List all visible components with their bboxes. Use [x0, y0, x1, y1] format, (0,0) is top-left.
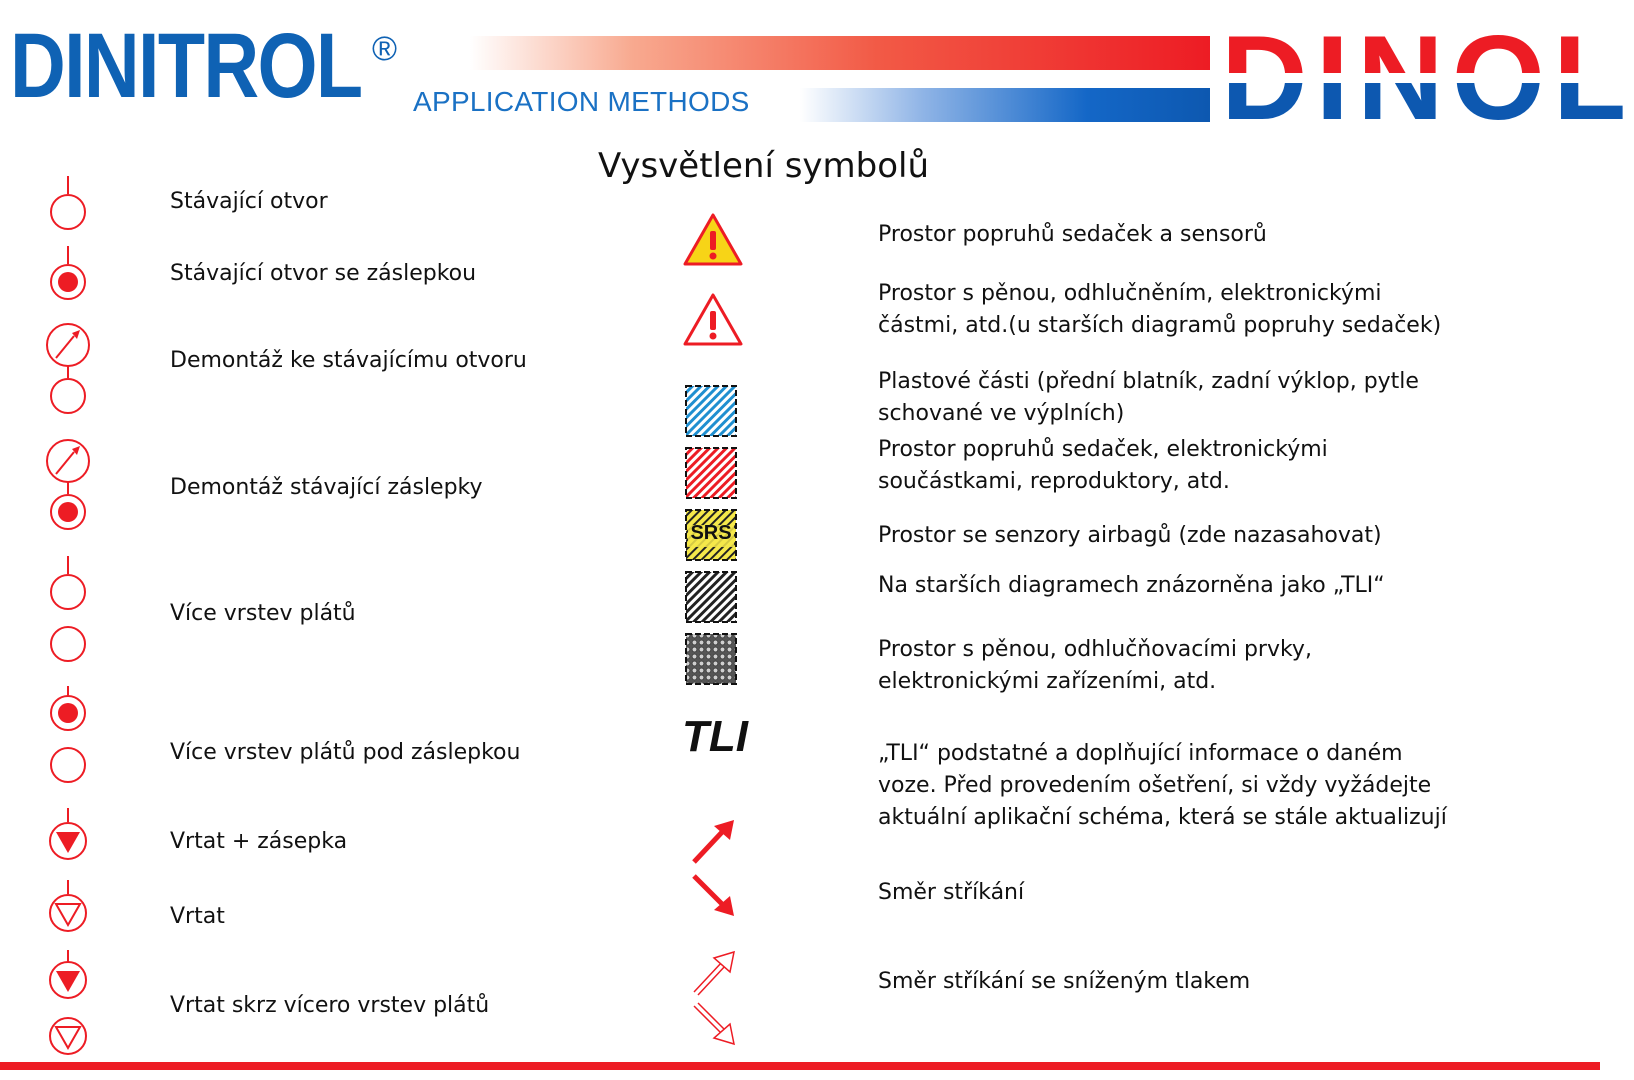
dismantle-to-hole-icon [44, 322, 92, 422]
label-line: Směr stříkání [878, 880, 1025, 905]
existing-hole-icon [46, 176, 90, 232]
dismantle-plug-icon [44, 438, 92, 538]
application-methods-subtitle: APPLICATION METHODS [413, 86, 750, 117]
left-label-drill: Vrtat [170, 904, 225, 929]
left-label-dismantle-plug: Demontáž stávající záslepky [170, 475, 483, 500]
existing-hole-plug-icon [46, 246, 90, 302]
right-label-spray-direction [878, 877, 1024, 909]
right-label-plastic-parts [878, 366, 1419, 430]
warning-outline-icon [682, 292, 744, 348]
right-label-seat-belts-sensors [878, 219, 1267, 251]
srs-hatch-icon [684, 508, 738, 562]
tli-icon: TLI [682, 712, 748, 761]
multiple-layers-icon [46, 556, 90, 666]
right-label-foam-devices [878, 634, 1312, 698]
left-label-dismantle-to-hole: Demontáž ke stávajícímu otvoru [170, 348, 527, 373]
right-label-tli-info [878, 738, 1447, 834]
red-hatch-icon [684, 446, 738, 500]
blue-gradient-stripe [800, 88, 1210, 122]
page-title: Vysvětlení symbolů [598, 146, 930, 186]
drill-through-layers-icon [46, 950, 90, 1060]
left-label-existing-hole: Stávající otvor [170, 189, 328, 214]
left-label-multiple-layers-plug: Více vrstev plátů pod záslepkou [170, 740, 521, 765]
label-line: částmi, atd.(u starších diagramů popruhy sedaček) [878, 313, 1442, 338]
low-pressure-arrows-icon [690, 950, 740, 1050]
warning-filled-icon [682, 212, 744, 268]
left-label-existing-hole-plug: Stávající otvor se záslepkou [170, 261, 477, 286]
label-line: aktuální aplikační schéma, která se stále aktualizují [878, 805, 1447, 830]
right-label-older-tli [878, 570, 1385, 602]
left-label-multiple-layers: Více vrstev plátů [170, 601, 356, 626]
label-line: Prostor s pěnou, odhlučňovacími prvky, [878, 637, 1312, 662]
label-line: Prostor popruhů sedaček a sensorů [878, 222, 1267, 247]
right-label-foam-electronics [878, 278, 1441, 342]
label-line: schované ve výplních) [878, 401, 1125, 426]
dinitrol-logo: DINITROL [10, 15, 362, 117]
label-line: Prostor se senzory airbagů (zde nazasahovat) [878, 523, 1382, 548]
drill-icon [46, 880, 90, 936]
label-line: Prostor popruhů sedaček, elektronickými [878, 437, 1328, 462]
right-label-low-pressure [878, 966, 1250, 998]
label-line: „TLI“ podstatné a doplňující informace o daném [878, 741, 1403, 766]
spray-arrows-icon [690, 820, 740, 920]
label-line: součástkami, reproduktory, atd. [878, 469, 1230, 494]
label-line: Prostor s pěnou, odhlučněním, elektronickými [878, 281, 1382, 306]
blue-hatch-icon [684, 384, 738, 438]
right-label-airbag-sensors [878, 520, 1382, 552]
dinol-logo-text: DINOL [1221, 11, 1634, 145]
label-line: elektronickými zařízeními, atd. [878, 669, 1217, 694]
srs-icon-text: SRS [690, 522, 732, 544]
label-line: Plastové části (přední blatník, zadní výklop, pytle [878, 369, 1419, 394]
red-gradient-stripe [470, 36, 1210, 70]
label-line: Směr stříkání se sníženým tlakem [878, 969, 1251, 994]
multiple-layers-plug-icon [46, 686, 90, 796]
left-label-drill-plug: Vrtat + zásepka [170, 829, 348, 854]
footer-red-line [0, 1062, 1600, 1070]
left-label-drill-through-layers: Vrtat skrz vícero vrstev plátů [170, 993, 490, 1018]
dotted-pattern-icon [684, 632, 738, 686]
right-label-seat-belts-speakers [878, 434, 1328, 498]
drill-plug-icon [46, 808, 90, 864]
dinol-logo [1221, 11, 1634, 145]
black-hatch-icon [684, 570, 738, 624]
label-line: voze. Před provedením ošetření, si vždy vyžádejte [878, 773, 1432, 798]
registered-mark: ® [372, 30, 398, 68]
label-line: Na starších diagramech znázorněna jako „TLI“ [878, 573, 1385, 598]
